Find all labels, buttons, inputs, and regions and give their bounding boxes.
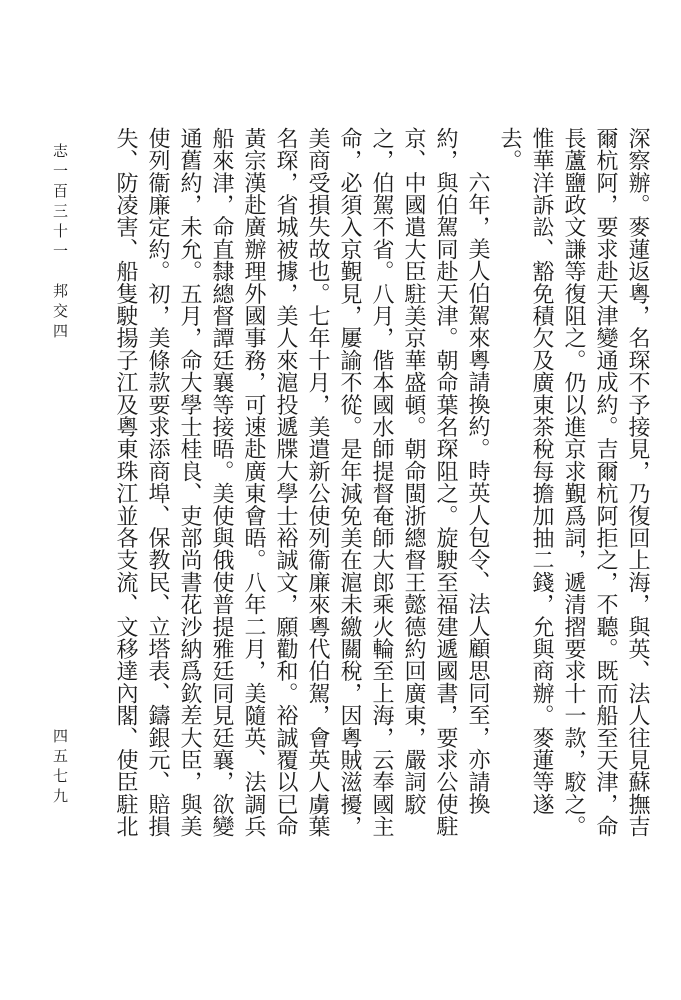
paragraph-1: 深察辦。麥蓮返粵，名琛不予接見，乃復回上海，與英、法人往見蘇撫吉爾杭阿，要求赴天津變通成約。吉爾杭阿拒之，不聽。既而船至天津，命長蘆鹽政文謙等復阻之。仍以進京求覲爲詞，遞清摺要求十一款，駮之。惟華洋訴訟、豁免積欠及廣東茶稅每擔加抽二錢，允與商辦。麥蓮等遂去。: [497, 127, 650, 838]
body-text: [113, 127, 653, 842]
page-number: 四五七九: [51, 728, 69, 808]
paragraph-2: 六年，美人伯駕來粵請換約。時英人包令、法人顧思同至，亦請換約，與伯駕同赴天津。朝命葉名琛阻之。旋駛至福建遞國書，要求公使駐京、中國遣大臣駐美京華盛頓。朝命閩浙總督王懿德約回廣東，嚴詞駮之，伯駕不省。八月，偕本國水師提督奄師大郎乘火輪至上海，云奉國主命，必須入京覲見，屢諭不從。是年減免美在滬未繳關稅，因粵賊滋擾，美商受損失故也。七年十月，美遣新公使列衞廉來粵代伯駕，會英人虜葉名琛，省城被據，美人來滬投遞牒大學士裕誠文，願勸和。裕誠覆以已命黃宗漢赴廣辦理外國事務，可速赴廣東會晤。八年二月，美隨英、法調兵船來津，命直隸總督譚廷襄等接晤。美使與俄使普提雅廷同見廷襄，欲變通舊約，未允。五月，命大學士桂良、吏部尚書花沙納爲欽差大臣，與美使列衞廉定約。初，美條款要求添商埠、保教民、立塔表、鑄銀元、賠損失、防凌害、船隻駛揚子江及粵東珠江並各支流、文移達內閣、使臣駐北: [113, 127, 490, 838]
running-head: 志一百三十一 邦交四: [51, 143, 69, 343]
